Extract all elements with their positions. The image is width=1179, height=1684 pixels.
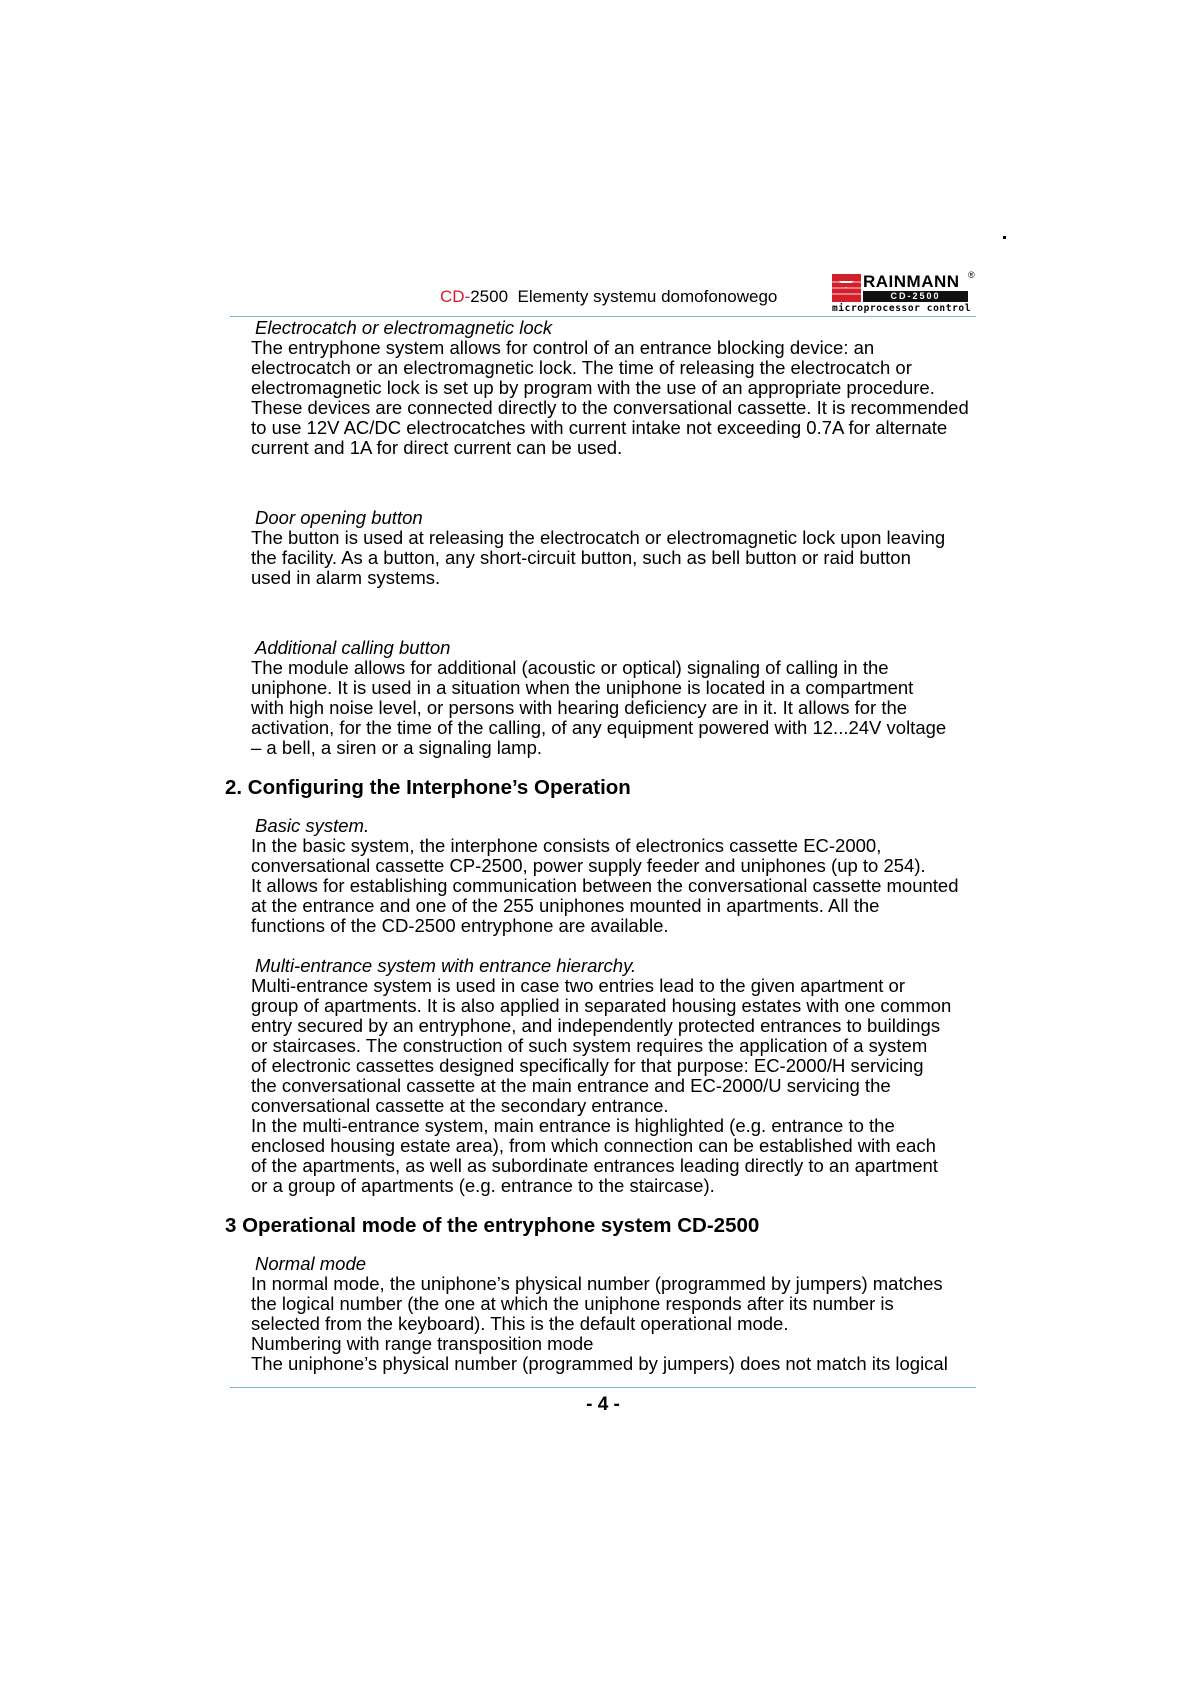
page-header [230, 268, 976, 316]
door-button-body: The button is used at releasing the electrocatch or electromagnetic lock upon leaving the facility. As a button, any short-circuit button, such as bell button or raid button used in alarm systems. [251, 527, 946, 588]
configuring-heading: 2. Configuring the Interphone’s Operation [225, 776, 631, 799]
electrocatch-body: The entryphone system allows for control of an entrance blocking device: an electrocatch or an electromagnetic lock. The time of releasing the electrocatch or electromagnetic lock is set up by program with the use of an appropriate procedure. These devices are connected directly to the conversational cassette. It is recommended to use 12V AC/DC electrocatches with current intake not exceeding 0.7A for alternate current and 1A for direct current can be used. [251, 337, 969, 458]
page-content [225, 318, 976, 1374]
header-code: CD- [440, 287, 471, 306]
normal-mode-body: In normal mode, the uniphone’s physical number (programmed by jumpers) matches the logical number (the one at which the uniphone responds after its number is selected from the keyboard). This is the default operational mode. Numbering with range transposition mode The uniphone’s physical number (programmed by jumpers) does not match its logical [251, 1273, 948, 1374]
electrocatch-title: Electrocatch or electromagnetic lock [255, 317, 553, 338]
header-title [440, 287, 777, 307]
rainmann-mark-icon [832, 274, 861, 302]
basic-system-title: Basic system. [255, 815, 370, 836]
basic-system-body: In the basic system, the interphone consists of electronics cassette EC-2000, conversational cassette CP-2500, power supply feeder and uniphones (up to 254). It allows for establishing communication between the conversational cassette mounted at the entrance and one of the 255 uniphones mounted in apartments. All the functions of the CD-2500 entryphone are available. [251, 835, 959, 936]
operational-heading: 3 Operational mode of the entryphone system CD-2500 [225, 1214, 760, 1237]
additional-button-body: The module allows for additional (acoustic or optical) signaling of calling in the uniphone. It is used in a situation when the uniphone is located in a compartment with high noise level, or persons with hearing deficiency are in it. It allows for the activation, for the time of the calling, of any equipment powered with 12...24V voltage – a bell, a siren or a signaling lamp. [251, 657, 947, 758]
footer-rule [230, 1387, 976, 1388]
logo-subtitle: microprocessor control [832, 303, 972, 314]
multi-entrance-body: Multi-entrance system is used in case two entries lead to the given apartment or group of apartments. It is also applied in separated housing estates with one common entry secured by an entryphone, and independently protected entrances to buildings or staircases. The construction of such system requires the application of a system of electronic cassettes designed specifically for that purpose: EC-2000/H servicing the conversational cassette at the main entrance and EC-2000/U servicing the conversational cassette at the secondary entrance. In the multi-entrance system, main entrance is highlighted (e.g. entrance to the enclosed housing estate area), from which connection can be established with each of the apartments, as well as subordinate entrances leading directly to an apartment or a group of apartments (e.g. entrance to the staircase). [251, 975, 952, 1196]
logo-name: RAINMANN [863, 272, 960, 291]
door-button-title: Door opening button [255, 507, 423, 528]
page-number: - 4 - [586, 1394, 620, 1415]
additional-button-title: Additional calling button [255, 637, 451, 658]
header-model: 2500 [470, 287, 509, 306]
rainmann-logo [832, 272, 976, 314]
normal-mode-title: Normal mode [255, 1253, 367, 1274]
logo-model: CD-2500 [863, 291, 968, 302]
logo-registered: ® [968, 270, 975, 280]
multi-entrance-title: Multi-entrance system with entrance hierarchy. [255, 955, 637, 976]
header-subtitle: Elementy systemu domofonowego [517, 287, 778, 306]
stray-dot [1003, 236, 1006, 239]
